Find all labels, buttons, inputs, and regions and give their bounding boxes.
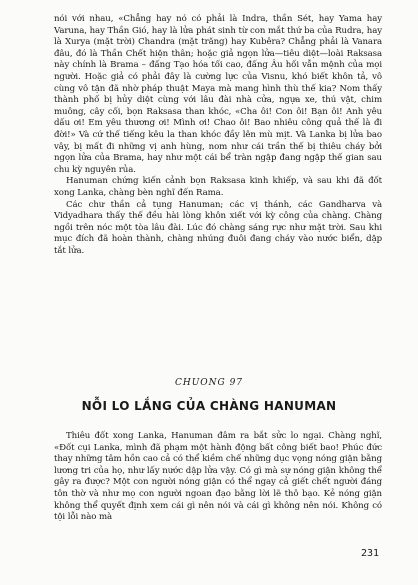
section-before-chapter [54,14,382,257]
chapter-title: NỖI LO LẮNG CỦA CHÀNG HANUMAN [81,399,337,413]
paragraph: nói với nhau, «Chẳng hay nó có phải là Indra, thần Sét, hay Yama hay Varuna, hay Thần Gió, hay là lửa phát sinh từ con mắt thứ ba của Rudra, hay là Xurya (mặt trời) Chandra (mặt trăng) hay Kubêra? Chẳng phải là Vanara đâu, đó là Thần Chết hiện thân; hoặc giả ngọn lửa—tiêu diệt—loài Raksasa này chính là Brama – đấng Tạo hóa tối cao, đấng Âu hối vẫn mệnh của mọi người. Hoặc giả có phải đây là cường lực của Visnu, khó biết khôn tả, vô cùng vô tận đã nhờ pháp thuật Maya mà mang hình thù thế kia? Nom thấy thành phố bị hủy diệt cùng với lâu đài nhà cửa, ngựa xe, thú vật, chim muông, cây cối, bọn Raksasa than khóc, «Cha ôi! Con ôi! Bạn ôi! Anh yêu dấu ơi! Em yêu thương ơi! Mình ơi! Chao ôi! Bao nhiêu công quả thế là đi đời!» Và cứ thế tiếng kêu la than khóc đầy lên mù mịt. Và Lanka bị lửa bao vây, bị mất đi những vị anh hùng, nom như cái trần thế bị thiêu cháy bởi ngọn lửa của Brama, hay như một cái bể tràn ngập đang ngập thế gian sau chu kỳ nguyên rủa. [54,14,382,175]
chapter-number: CHUONG 97 [174,378,244,388]
page-number: 231 [361,548,380,559]
paragraph: Thiêu đốt xong Lanka, Hanuman đâm ra bắt sửc lo ngại. Chàng nghĩ, «Đốt cụi Lanka, mình đã phạm một hành động bất công biết bao! Phúc đức thay những tâm hồn cao cả có thể kiềm chế những dục vọng nóng giận bằng lương tri của họ, như lấy nước dập lửa vậy. Có gì mà sự nóng giận không thể gây ra được? Một con người nóng giận có thể ngay cả giết chết người đáng tôn thờ và như mọ con người ngoan đạo bằng lời lẽ thô bạo. Kẻ nóng giận không thể quyết định xem cái gì nên nói và cái gì không nên nói. Không có tội lỗi nào mà [54,431,382,523]
paragraph: Hanuman chứng kiến cảnh bọn Raksasa kinh khiếp, và sau khi đã đốt xong Lanka, chàng bèn nghĩ đến Rama. [54,176,382,198]
paragraph: Các chư thần cả tụng Hanuman; các vị thánh, các Gandharva và Vidyadhara thấy thế đều hài lòng khôn xiết với kỳ công của chàng. Chàng ngồi trên nóc một tòa lâu đài. Lúc đó chàng sáng rực như mặt trời. Sau khi mục đích đã hoàn thành, chàng nhúng đuôi đang cháy vào nước biển, dập tắt lửa. [54,199,382,256]
section-chapter-body [54,431,382,524]
